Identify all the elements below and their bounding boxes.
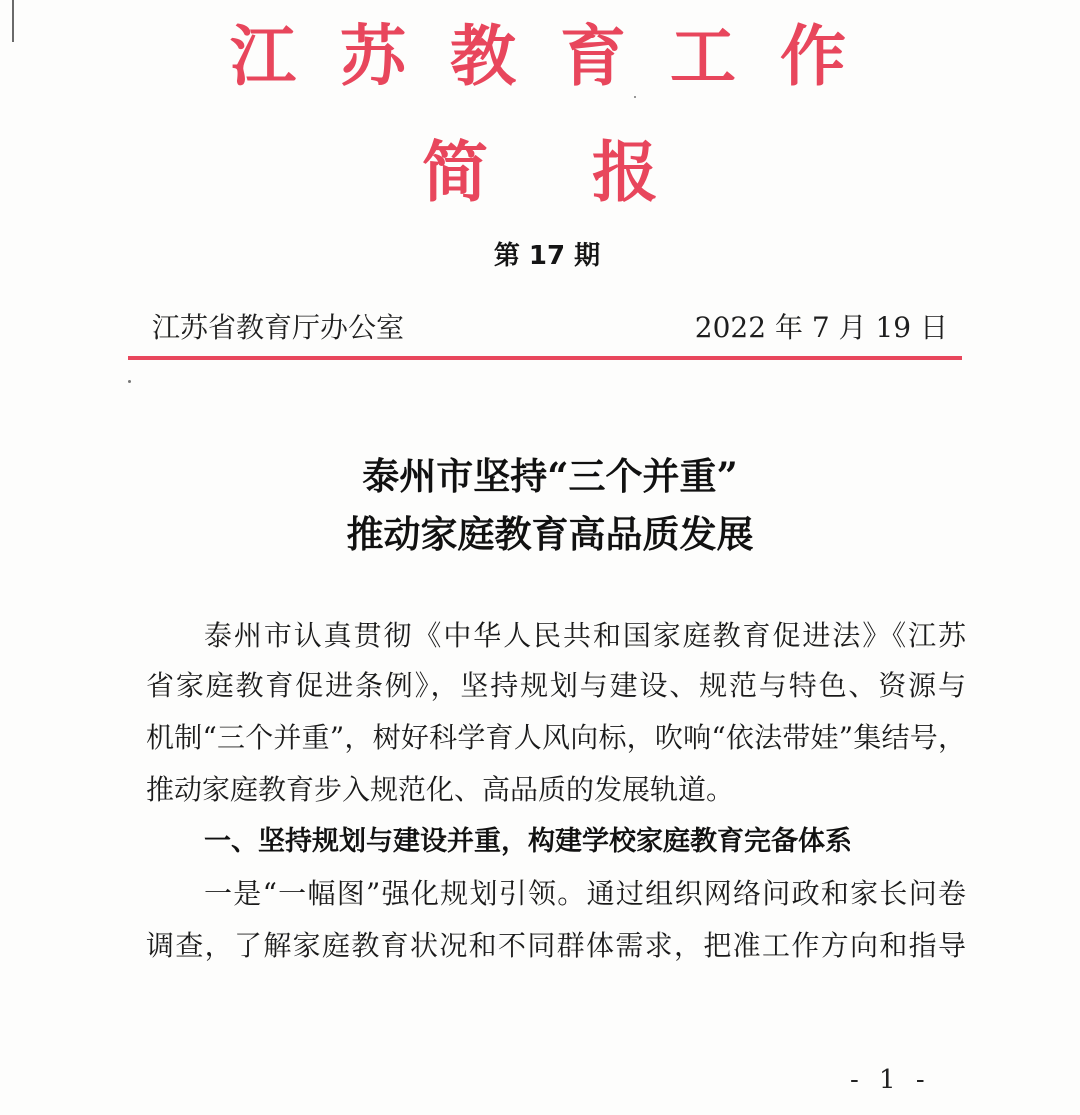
masthead-subtitle: 简报 <box>422 134 762 211</box>
paragraph-2-line-2: 调查，了解家庭教育状况和不同群体需求，把准工作方向和指导 <box>146 929 966 962</box>
paragraph-1-line-3: 机制“三个并重”，树好科学育人风向标，吹响“依法带娃”集结号， <box>146 721 966 754</box>
page-number: - 1 - <box>850 1065 931 1095</box>
red-divider-line <box>128 356 962 360</box>
section-1-heading: 一、坚持规划与建设并重，构建学校家庭教育完备体系 <box>204 826 852 857</box>
scan-speck <box>634 96 636 98</box>
article-title-line-2: 推动家庭教育高品质发展 <box>346 512 754 556</box>
paragraph-1-line-2: 省家庭教育促进条例》，坚持规划与建设、规范与特色、资源与 <box>146 669 966 702</box>
issue-date: 2022 年 7 月 19 日 <box>694 311 948 344</box>
issuer: 江苏省教育厅办公室 <box>152 311 405 344</box>
issue-number: 第 17 期 <box>493 241 601 271</box>
paragraph-2-line-1: 一是“一幅图”强化规划引领。通过组织网络问政和家长问卷 <box>204 877 966 910</box>
article-title-line-1: 泰州市坚持“三个并重” <box>362 454 738 498</box>
paragraph-1-line-4: 推动家庭教育步入规范化、高品质的发展轨道。 <box>146 773 735 806</box>
paragraph-1-line-1: 泰州市认真贯彻《中华人民共和国家庭教育促进法》《江苏 <box>204 619 966 652</box>
masthead-title: 江苏教育工作 <box>230 18 890 95</box>
scan-speck <box>128 380 131 383</box>
